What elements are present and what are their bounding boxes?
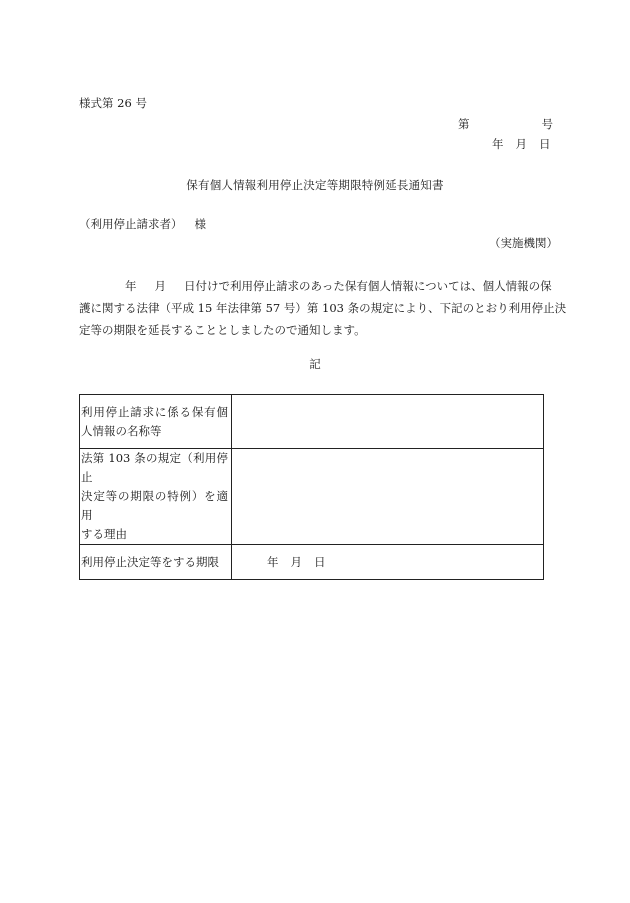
date-year: 年	[492, 137, 504, 151]
deadline-day: 日	[314, 554, 326, 569]
row3-label: 利用停止決定等をする期限	[81, 554, 219, 569]
recipient-name: （利用停止請求者）	[79, 217, 183, 231]
row2-value-cell[interactable]	[232, 449, 544, 545]
row1-value-cell[interactable]	[232, 395, 544, 449]
body-line-1	[79, 275, 551, 297]
doc-number-prefix: 第	[458, 117, 470, 131]
deadline-year: 年	[267, 554, 279, 569]
doc-number-suffix: 号	[541, 117, 553, 131]
table-row	[80, 545, 544, 580]
row2-label-line1: 法第 103 条の規定（利用停止	[81, 451, 228, 484]
body-line-2: 護に関する法律（平成 15 年法律第 57 号）第 103 条の規定により、下記のとおり利用停止決	[79, 301, 567, 315]
row2-label-line2: 決定等の期限の特例）を適用	[81, 489, 228, 522]
document-date	[492, 139, 551, 151]
body-line-1-text: 日付けで利用停止請求のあった保有個人情報については、個人情報の保	[184, 279, 552, 293]
row1-label-cell	[80, 395, 232, 449]
agency-name: （実施機関）	[489, 236, 558, 250]
details-table	[79, 394, 544, 580]
body-month: 月	[154, 279, 166, 293]
document-number	[458, 119, 553, 131]
row3-label-cell	[80, 545, 232, 580]
date-month: 月	[515, 137, 527, 151]
row1-label-line1: 利用停止請求に係る保有個	[81, 404, 228, 419]
recipient-honorific: 様	[194, 217, 206, 231]
body-year: 年	[125, 279, 137, 293]
notice-body	[79, 275, 567, 341]
table-row	[80, 449, 544, 545]
date-day: 日	[539, 137, 551, 151]
document-title: 保有個人情報利用停止決定等期限特例延長通知書	[186, 178, 444, 192]
row3-deadline-cell[interactable]	[232, 545, 544, 580]
deadline-date	[267, 555, 326, 569]
row2-label-cell	[80, 449, 232, 545]
deadline-month: 月	[290, 554, 302, 569]
ki-heading: 記	[309, 357, 321, 371]
table-row	[80, 395, 544, 449]
recipient	[79, 219, 206, 231]
row1-label-line2: 人情報の名称等	[81, 423, 162, 438]
row2-label-line3: する理由	[81, 527, 127, 541]
form-number: 様式第 26 号	[79, 96, 147, 110]
body-line-3: 定等の期限を延長することとしましたので通知します。	[79, 323, 366, 337]
